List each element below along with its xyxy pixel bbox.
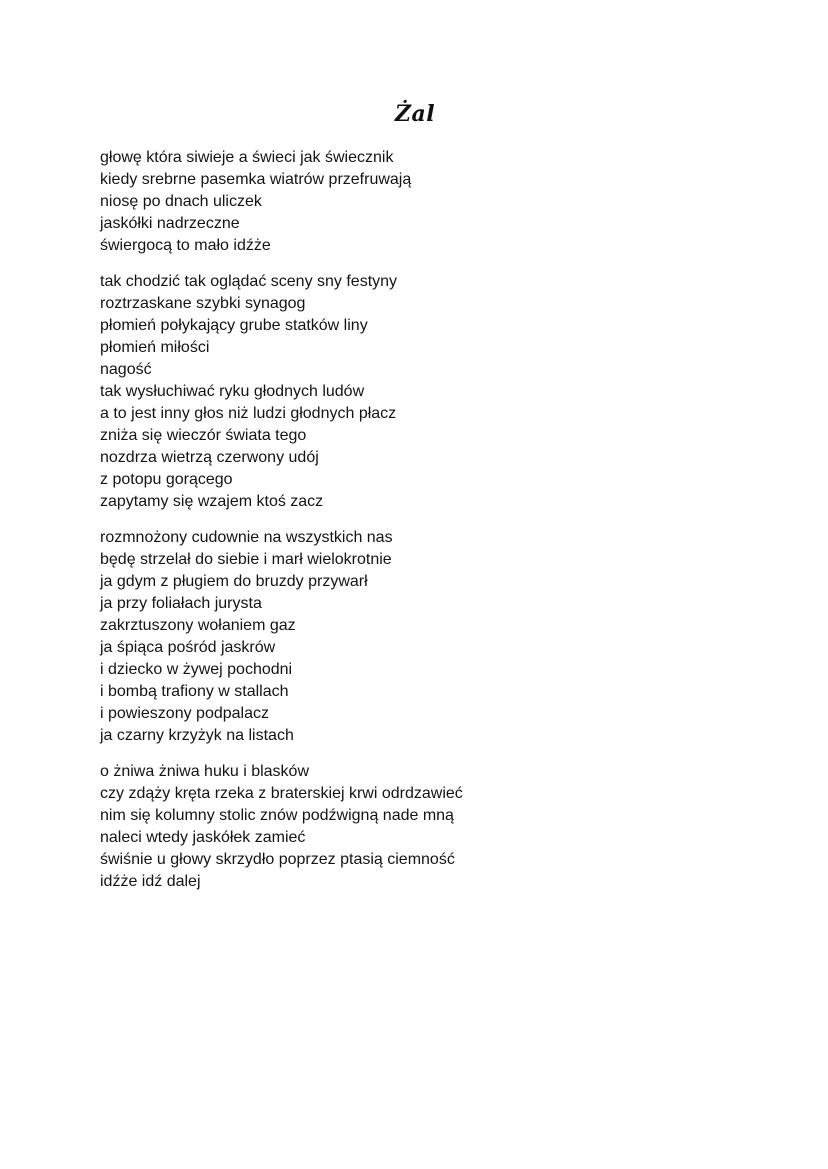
poem-line: zniża się wieczór świata tego xyxy=(100,427,307,444)
poem-line: roztrzaskane szybki synagog xyxy=(100,295,306,312)
poem-line: nim się kolumny stolic znów podźwigną nade mną xyxy=(100,807,454,824)
poem-line: ja przy foliałach jurysta xyxy=(100,595,262,612)
poem-line: płomień miłości xyxy=(100,339,210,356)
stanza-4 xyxy=(100,761,790,893)
poem-line: niosę po dnach uliczek xyxy=(100,193,262,210)
poem-line: ja czarny krzyżyk na listach xyxy=(100,727,294,744)
stanza-1 xyxy=(100,147,790,257)
poem-line: kiedy srebrne pasemka wiatrów przefruwają xyxy=(100,171,412,188)
poem-body xyxy=(100,147,790,907)
poem-line: zapytamy się wzajem ktoś zacz xyxy=(100,493,324,510)
poem-line: o żniwa żniwa huku i blasków xyxy=(100,763,309,780)
poem-line: świergocą to mało idźże xyxy=(100,237,271,254)
poem-line: ja śpiąca pośród jaskrów xyxy=(100,639,276,656)
poem-line: naleci wtedy jaskółek zamieć xyxy=(100,829,306,846)
poem-line: z potopu gorącego xyxy=(100,471,233,488)
poem-line: tak wysłuchiwać ryku głodnych ludów xyxy=(100,383,365,400)
stanza-3 xyxy=(100,527,790,747)
poem-title: Żal xyxy=(394,101,436,127)
stanza-2 xyxy=(100,271,790,513)
poem-line: nagość xyxy=(100,361,152,378)
poem-line: świśnie u głowy skrzydło poprzez ptasią ciemność xyxy=(100,851,455,868)
poem-line: idźże idź dalej xyxy=(100,873,201,890)
poem-line: zakrztuszony wołaniem gaz xyxy=(100,617,296,634)
poem-line: rozmnożony cudownie na wszystkich nas xyxy=(100,529,393,546)
poem-line: ja gdym z pługiem do bruzdy przywarł xyxy=(100,573,368,590)
poem-line: i powieszony podpalacz xyxy=(100,705,269,722)
poem-line: czy zdąży kręta rzeka z braterskiej krwi odrdzawieć xyxy=(100,785,463,802)
poem-line: jaskółki nadrzeczne xyxy=(100,215,240,232)
poem-line: głowę która siwieje a świeci jak świecznik xyxy=(100,149,394,166)
poem-line: będę strzelał do siebie i marł wielokrotnie xyxy=(100,551,392,568)
poem-line: i bombą trafiony w stallach xyxy=(100,683,289,700)
poem-line: płomień połykający grube statków liny xyxy=(100,317,368,334)
poem-line: tak chodzić tak oglądać sceny sny festyny xyxy=(100,273,398,290)
poem-line: i dziecko w żywej pochodni xyxy=(100,661,293,678)
poem-line: nozdrza wietrzą czerwony udój xyxy=(100,449,319,466)
poem-line: a to jest inny głos niż ludzi głodnych płacz xyxy=(100,405,397,422)
